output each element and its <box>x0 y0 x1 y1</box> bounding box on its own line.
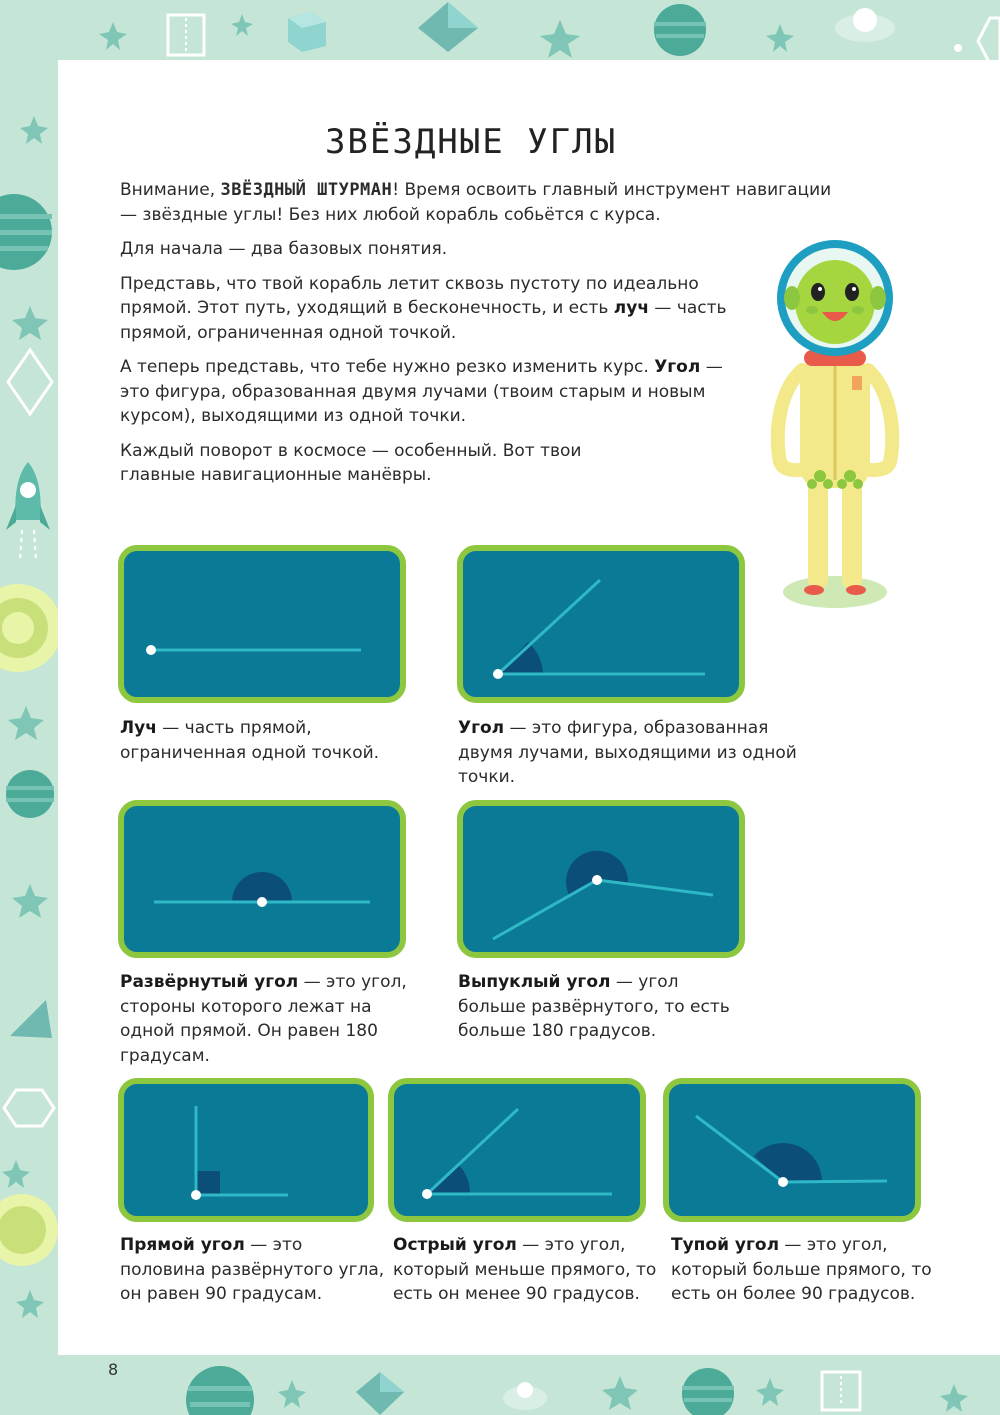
star-icon <box>602 1376 638 1410</box>
ray-caption: Луч — часть прямой, ограниченная одной точкой. <box>120 718 380 763</box>
intro-paragraph: А теперь представь, что тебе нужно резко изменить курс. Угол — это фигура, образованная двумя лучами (твоим старым и новым курсом), выходящими из одной точки. <box>120 357 723 426</box>
straight-angle-panel <box>118 800 406 958</box>
obtuse-angle-panel <box>663 1078 921 1222</box>
intro-paragraph: Для начала — два базовых понятия. <box>120 239 448 259</box>
intro-paragraph: Каждый поворот в космосе — особенный. Вот твои главные навигационные манёвры. <box>120 440 582 485</box>
star-icon <box>278 1380 306 1408</box>
ufo-icon <box>503 1382 547 1410</box>
star-icon <box>766 24 794 52</box>
reflex-angle-caption: Выпуклый угол — угол больше развёрнутого, то есть больше 180 градусов. <box>458 972 730 1041</box>
page-title: ЗВЁЗДНЫЕ УГЛЫ <box>324 122 618 162</box>
planet-icon <box>6 770 54 818</box>
right-angle-caption: Прямой угол — это половина развёрнутого угла, он равен 90 градусам. <box>120 1235 385 1304</box>
star-icon <box>99 22 127 50</box>
acute-angle-caption: Острый угол — это угол, который меньше прямого, то есть он менее 90 градусов. <box>393 1235 657 1304</box>
planet-icon <box>654 4 706 56</box>
pyramid-icon <box>10 1000 52 1038</box>
alien-icon <box>770 240 900 620</box>
right-angle-panel <box>118 1078 374 1222</box>
page-number: 8 <box>108 1360 119 1379</box>
star-icon <box>940 1384 968 1412</box>
straight-angle-caption: Развёрнутый угол — это угол, стороны которого лежат на одной прямой. Он равен 180 градусам. <box>120 972 407 1066</box>
star-icon <box>12 306 48 340</box>
hexagon-icon <box>978 18 1000 64</box>
reflex-angle-panel <box>457 800 745 958</box>
star-icon <box>756 1378 784 1406</box>
crystal-icon <box>8 350 52 414</box>
rocket-icon <box>6 462 50 560</box>
angle-caption: Угол — это фигура, образованная двумя лучами, выходящими из одной точки. <box>458 718 797 787</box>
hexagon-icon <box>4 1090 54 1126</box>
obtuse-angle-caption: Тупой угол — это угол, который больше прямого, то есть он более 90 градусов. <box>671 1235 932 1304</box>
sun-icon <box>0 584 62 672</box>
star-icon <box>12 884 48 918</box>
star-icon <box>16 1290 44 1318</box>
star-icon <box>231 14 253 36</box>
ray-panel <box>118 545 406 703</box>
sun-icon <box>0 1194 58 1266</box>
intro-paragraph: Внимание, ЗВЁЗДНЫЙ ШТУРМАН! Время освоить главный инструмент навигации — звёздные углы! Без них любой корабль собьётся с курса. <box>120 180 832 225</box>
crystal-icon <box>418 2 478 52</box>
angle-panel <box>457 545 745 703</box>
intro-text <box>120 178 840 498</box>
acute-angle-panel <box>388 1078 646 1222</box>
emphasis: ЗВЁЗДНЫЙ ШТУРМАН <box>220 180 393 200</box>
planet-icon <box>682 1368 734 1415</box>
intro-paragraph: Представь, что твой корабль летит сквозь пустоту по идеально прямой. Этот путь, уходящий в бесконечность, и есть луч — часть прямой, ограниченная одной точкой. <box>120 273 727 343</box>
cube-icon <box>288 12 326 52</box>
crystal-icon <box>356 1372 404 1415</box>
ufo-icon <box>835 8 895 42</box>
star-icon <box>8 706 44 740</box>
star-icon <box>540 20 580 58</box>
star-icon <box>2 1160 30 1188</box>
